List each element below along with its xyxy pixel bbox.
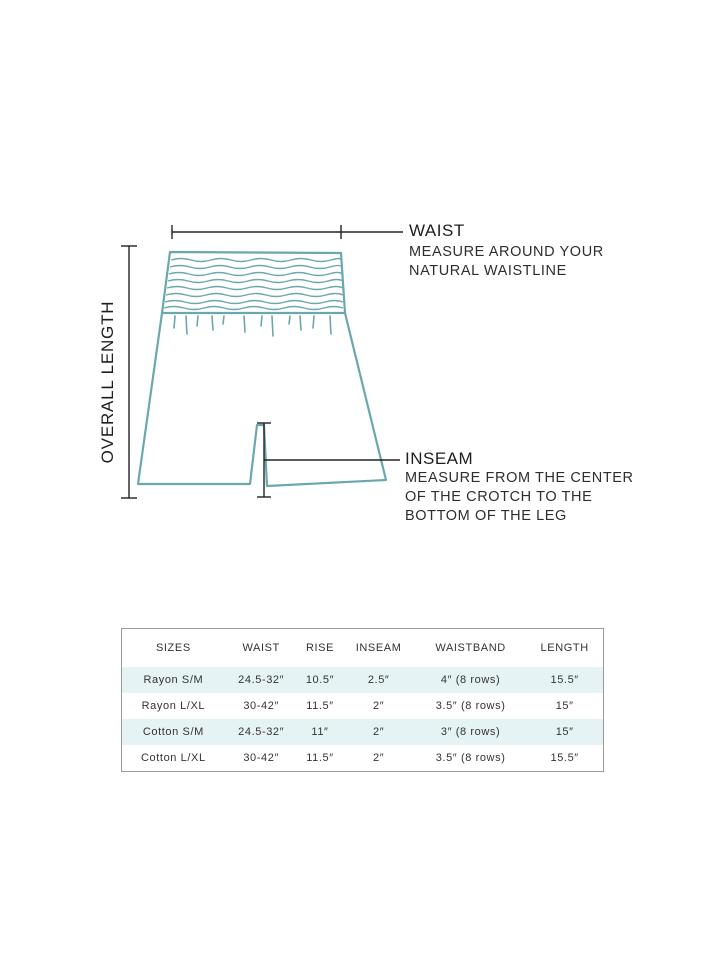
size-chart-table bbox=[121, 628, 604, 772]
header-waistband: WAISTBAND bbox=[435, 642, 506, 654]
header-sizes: SIZES bbox=[155, 642, 191, 654]
cell-length: 15″ bbox=[555, 700, 574, 712]
cell-waistband: 3″ (8 rows) bbox=[415, 719, 526, 745]
cell-waist: 30-42″ bbox=[243, 752, 279, 764]
cell-size: Cotton L/XL bbox=[141, 752, 206, 764]
gather-marks bbox=[174, 316, 331, 336]
table-header-row bbox=[122, 629, 604, 668]
waist-title: WAIST bbox=[409, 221, 465, 240]
cell-inseam: 2″ bbox=[342, 719, 414, 745]
cell-waistband: 4″ (8 rows) bbox=[415, 667, 526, 693]
overall-length-label: OVERALL LENGTH bbox=[98, 300, 117, 464]
table-row bbox=[122, 667, 604, 693]
cell-rise: 11.5″ bbox=[306, 700, 334, 712]
cell-length: 15.5″ bbox=[526, 667, 603, 693]
cell-rise: 10.5″ bbox=[298, 667, 343, 693]
header-length: LENGTH bbox=[540, 642, 589, 654]
table-row bbox=[122, 719, 604, 745]
cell-length: 15.5″ bbox=[550, 752, 579, 764]
waist-measure-line bbox=[172, 225, 403, 239]
cell-waistband: 3.5″ (8 rows) bbox=[435, 752, 506, 764]
cell-size: Rayon S/M bbox=[122, 667, 225, 693]
header-waist: WAIST bbox=[242, 642, 280, 654]
header-inseam: INSEAM bbox=[355, 642, 402, 654]
table-row bbox=[122, 745, 604, 772]
cell-inseam: 2″ bbox=[373, 700, 385, 712]
inseam-description: MEASURE FROM THE CENTER OF THE CROTCH TO THE BOTTOM OF THE LEG bbox=[405, 470, 634, 524]
cell-waist: 24.5-32″ bbox=[225, 667, 298, 693]
inseam-title: INSEAM bbox=[405, 449, 474, 468]
header-rise: RISE bbox=[305, 642, 335, 654]
cell-waist: 30-42″ bbox=[243, 700, 279, 712]
cell-waistband: 3.5″ (8 rows) bbox=[435, 700, 506, 712]
cell-size: Cotton S/M bbox=[122, 719, 225, 745]
overall-length-measure-line bbox=[121, 246, 137, 498]
cell-length: 15″ bbox=[526, 719, 603, 745]
cell-inseam: 2″ bbox=[373, 752, 385, 764]
waist-description: MEASURE AROUND YOUR NATURAL WAISTLINE bbox=[409, 244, 604, 279]
cell-inseam: 2.5″ bbox=[342, 667, 414, 693]
cell-rise: 11″ bbox=[298, 719, 343, 745]
table-row bbox=[122, 693, 604, 719]
cell-size: Rayon L/XL bbox=[141, 700, 206, 712]
cell-rise: 11.5″ bbox=[306, 752, 334, 764]
cell-waist: 24.5-32″ bbox=[225, 719, 298, 745]
